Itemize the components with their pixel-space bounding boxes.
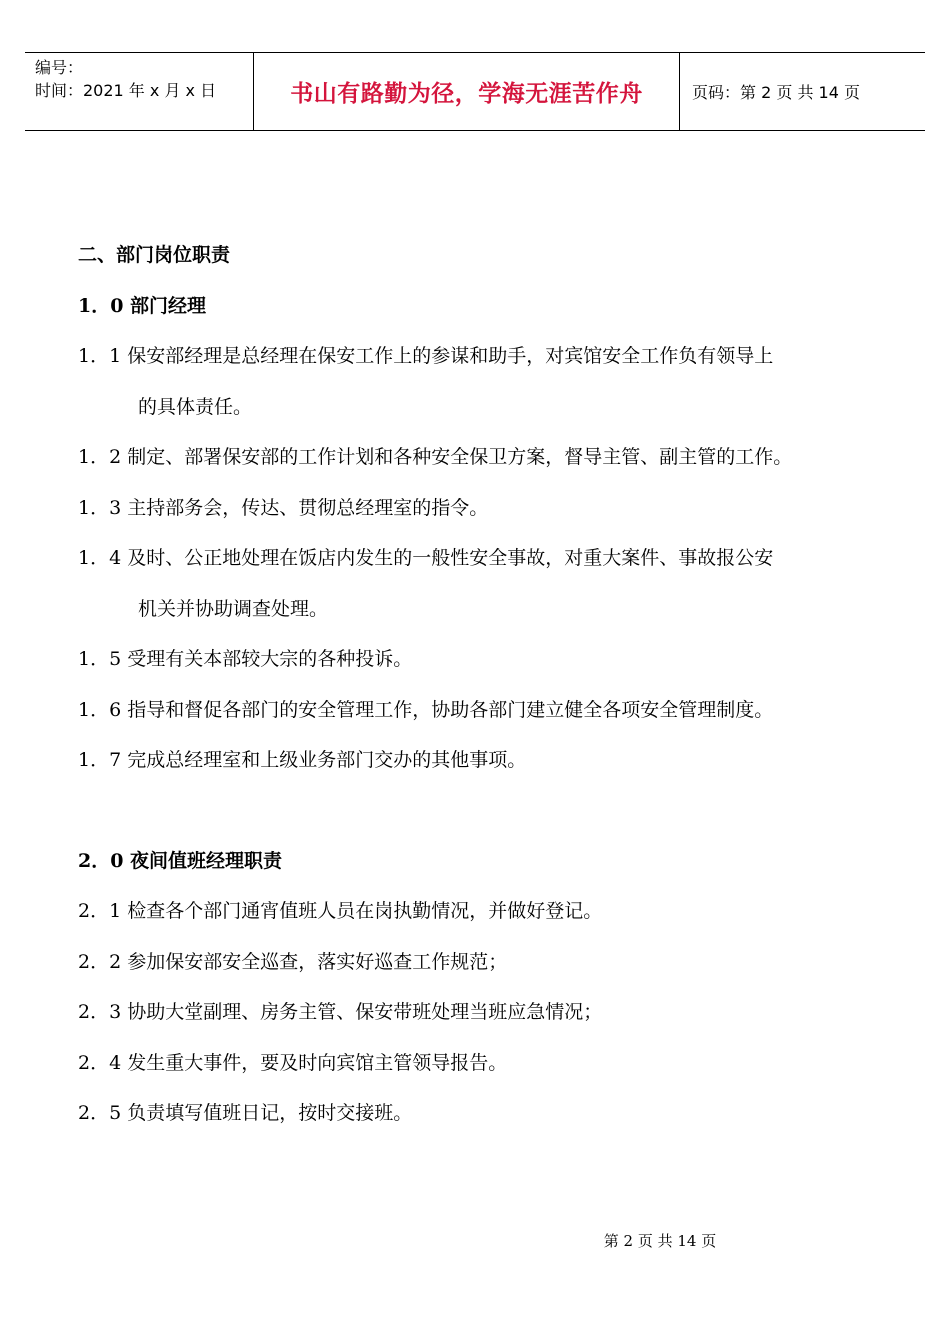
section-title: 二、部门岗位职责: [78, 244, 231, 266]
list-item: 2．1 检查各个部门通宵值班人员在岗执勤情况，并做好登记。: [78, 900, 603, 922]
list-item: 1．6 指导和督促各部门的安全管理工作，协助各部门建立健全各项安全管理制度。: [78, 698, 774, 721]
document-header: [25, 52, 925, 131]
list-item: 1．5 受理有关本部较大宗的各种投诉。: [78, 648, 413, 670]
list-item-continuation: 机关并协助调查处理。: [138, 597, 329, 620]
list-item: 1．1 保安部经理是总经理在保安工作上的参谋和助手，对宾馆安全工作负有领导上: [78, 345, 774, 367]
list-item: 2．3 协助大堂副理、房务主管、保安带班处理当班应急情况；: [78, 1001, 603, 1023]
header-number: 编号：: [35, 58, 84, 77]
list-item: 1．4 及时、公正地处理在饭店内发生的一般性安全事故，对重大案件、事故报公安: [78, 547, 774, 569]
subsection-title-night-manager: 2．0 夜间值班经理职责: [78, 849, 283, 872]
page-footer: 第 2 页 共 14 页: [603, 1232, 717, 1250]
header-motto: 书山有路勤为径，学海无涯苦作舟: [254, 53, 680, 130]
list-item: 1．7 完成总经理室和上级业务部门交办的其他事项。: [78, 749, 527, 771]
subsection-title-manager: 1．0 部门经理: [78, 294, 207, 317]
list-item: 2．5 负责填写值班日记，按时交接班。: [78, 1102, 413, 1124]
document-body: [78, 230, 898, 1139]
list-item: 1．2 制定、部署保安部的工作计划和各种安全保卫方案，督导主管、副主管的工作。: [78, 446, 793, 468]
list-item: 1．3 主持部务会，传达、贯彻总经理室的指令。: [78, 496, 489, 519]
list-item-continuation: 的具体责任。: [138, 395, 253, 418]
list-item: 2．4 发生重大事件，要及时向宾馆主管领导报告。: [78, 1051, 508, 1074]
list-item: 2．2 参加保安部安全巡查，落实好巡查工作规范；: [78, 950, 508, 973]
spacer: [78, 786, 898, 836]
header-page-number: 页码：第 2 页 共 14 页: [692, 83, 860, 102]
header-time: 时间：2021 年 x 月 x 日: [35, 81, 217, 100]
header-meta: [25, 53, 254, 130]
